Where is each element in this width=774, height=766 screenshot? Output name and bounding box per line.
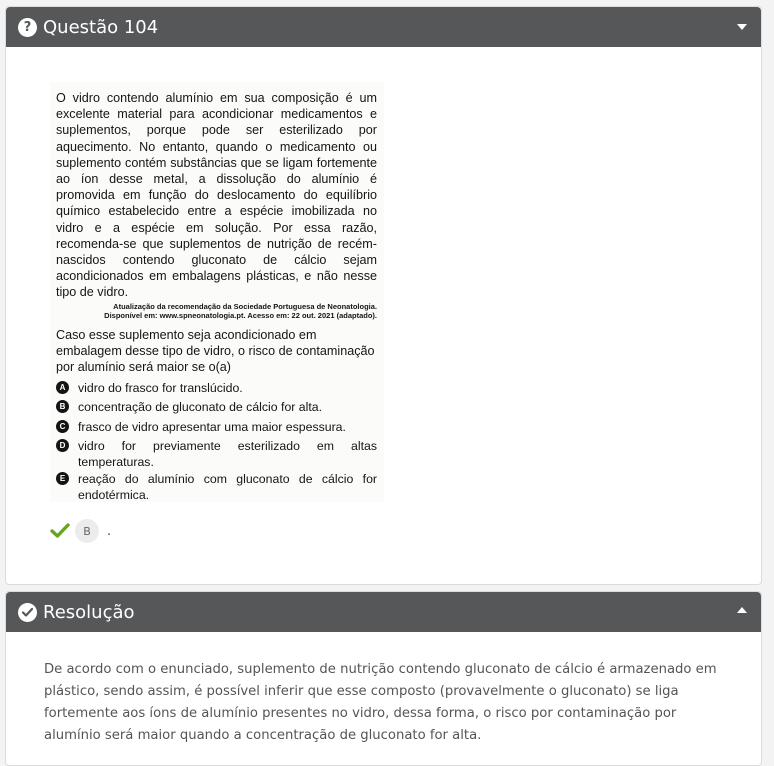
option-text-b: concentração de gluconato de cálcio for alta. [78,400,323,414]
option-a [56,380,377,396]
caret-up-icon[interactable] [737,607,747,613]
answer-row [50,519,111,543]
question-header[interactable] [6,7,761,47]
option-text-d: vidro for previamente esterilizado em altas temperaturas. [78,439,377,469]
option-c [56,419,377,435]
question-source [56,302,377,320]
resolution-panel [5,591,762,766]
checkmark-icon [50,523,70,539]
option-letter-b: B [56,400,69,413]
option-letter-d: D [56,439,69,452]
source-line-2: Disponível em: www.spneonatologia.pt. Acesso em: 22 out. 2021 (adaptado). [104,311,377,320]
option-d [56,438,377,470]
resolution-title: Resolução [43,601,135,623]
answer-badge: B [75,519,99,543]
option-letter-c: C [56,420,69,433]
option-text-e: reação do alumínio com gluconato de cálcio for endotérmica. [78,472,377,502]
option-text-a: vidro do frasco for translúcido. [78,381,243,395]
question-command: Caso esse suplemento seja acondicionado em embalagem desse tipo de vidro, o risco de contaminação por alumínio será maior se o(a) [56,328,375,374]
caret-down-icon[interactable] [737,24,747,30]
question-circle-icon: ? [18,18,37,37]
option-letter-e: E [56,472,69,485]
question-image [50,82,384,502]
option-text-c: frasco de vidro apresentar uma maior espessura. [78,420,346,434]
option-b [56,399,377,415]
resolution-header[interactable] [6,592,761,632]
check-circle-icon [18,603,37,622]
option-e [56,471,377,502]
resolution-text: De acordo com o enunciado, suplemento de nutrição contendo gluconato de cálcio é armazenado em plástico, sendo assim, é possível inferir que esse composto (provavelmente o gluconato) se liga fortemente aos íons de alumínio presentes no vidro, dessa forma, o risco por contaminação por alumínio será maior quando a concentração de gluconato for alta. [44,662,717,743]
question-stem: O vidro contendo alumínio em sua composição é um excelente material para acondicionar medicamentos e suplementos, porque pode ser esterilizado por aquecimento. No entanto, quando o medicamento ou suplemento contém substâncias que se ligam fortemente ao íon desse metal, a dissolução do alumínio é promovida em função do deslocamento do equilíbrio químico estabelecido entre a espécie imobilizada no vidro e a espécie em solução. Por essa razão, recomenda-se que suplementos de nutrição de recém-nascidos contendo gluconato de cálcio sejam acondicionados em embalagens plásticas, e não nesse tipo de vidro. [56,91,377,300]
option-letter-a: A [56,381,69,394]
source-line-1: Atualização da recomendação da Sociedade Portuguesa de Neonatologia. [113,302,377,311]
answer-suffix: . [107,523,112,539]
question-panel [5,6,762,585]
question-title: Questão 104 [43,16,159,38]
